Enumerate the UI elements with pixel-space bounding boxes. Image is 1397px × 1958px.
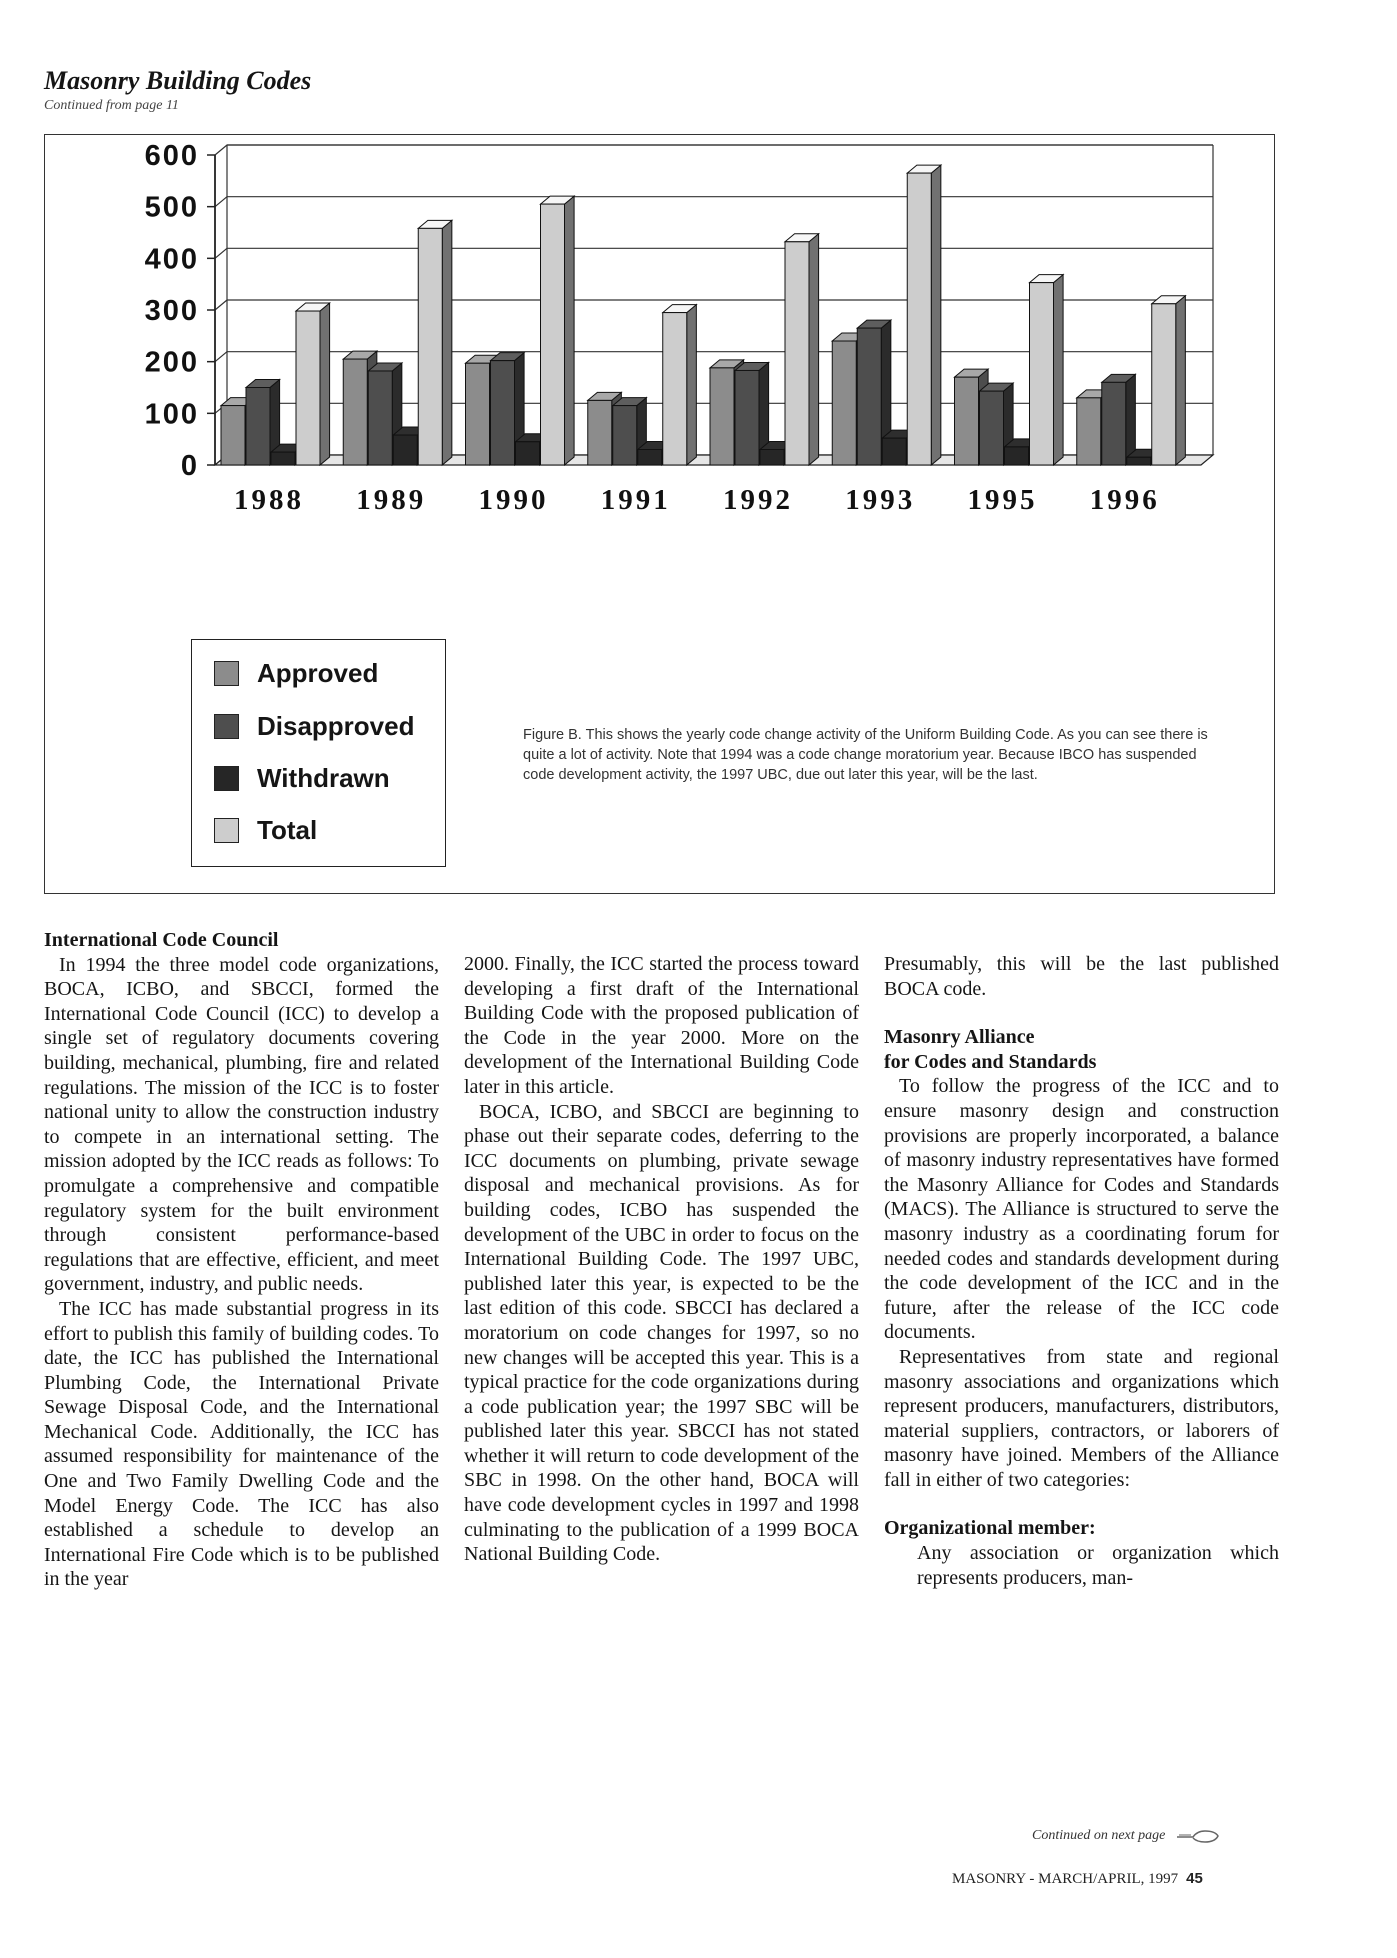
hand-pointer-icon xyxy=(1175,1826,1221,1846)
legend-label-withdrawn: Withdrawn xyxy=(257,762,390,793)
bar-side-1996-total xyxy=(1176,296,1186,465)
x-tick-label: 1990 xyxy=(478,484,549,516)
bar-1991-disapproved xyxy=(613,406,637,465)
bar-1996-withdrawn xyxy=(1127,457,1151,465)
continued-next-label: Continued on next page xyxy=(1032,1828,1166,1843)
bar-1990-withdrawn xyxy=(516,442,540,465)
bar-1995-withdrawn xyxy=(1005,447,1029,465)
bar-side-1990-total xyxy=(565,196,575,465)
column-1 xyxy=(44,928,439,1592)
legend-label-disapproved: Disapproved xyxy=(257,710,415,741)
legend-item-total xyxy=(214,815,317,845)
bar-1989-disapproved xyxy=(368,371,392,465)
y-tick-label: 400 xyxy=(144,243,199,276)
bar-1990-disapproved xyxy=(491,361,515,465)
bar-1993-disapproved xyxy=(857,328,881,465)
paragraph: In 1994 the three model code organizations, BOCA, ICBO, and SBCCI, formed the International Code Council (ICC) to develop a single set of regulatory documents covering building, mechanical, plumbing, fire and related regulations. The mission of the ICC is to foster national unity to allow the construction industry to compete in an international setting. The mission adopted by the ICC reads as follows: To promulgate a comprehensive and compatible regulatory system for the built environment through consistent performance-based regulations that are effective, efficient, and meet government, industry, and public needs. xyxy=(44,953,439,1296)
grid-line xyxy=(215,145,1213,155)
x-tick-label: 1992 xyxy=(723,484,793,516)
bar-1993-total xyxy=(907,173,931,465)
bar-side-1988-total xyxy=(320,303,330,465)
legend-swatch-withdrawn xyxy=(214,766,239,791)
bar-1995-total xyxy=(1030,283,1054,465)
figure-caption: Figure B. This shows the yearly code change activity of the Uniform Building Code. As you can see there is quite a lot of activity. Note that 1994 was a code change moratorium year. Because IBCO has suspended code development activity, the 1997 UBC, due out later this year, will be the last. xyxy=(523,727,1208,783)
paragraph: BOCA, ICBO, and SBCCI are beginning to phase out their separate codes, deferring to the ICC documents on plumbing, private sewage disposal and mechanical provisions. As for building codes, ICBO has suspended the development of the UBC in order to focus on the International Building Code. The 1997 UBC, published later this year, is expected to be the last edition of this code. SBCCI has declared a moratorium on code changes for 1997, so no new changes will be accepted this year. This is a typical practice for the code organizations during a code publication year; the 1997 SBC will be published later this year. SBCCI has not stated whether it will return to code development of the SBC in 1998. On the other hand, BOCA will have code development cycles in 1997 and 1998 culminating to the publication of a 1999 BOCA National Building Code. xyxy=(464,1100,859,1566)
bar-1988-disapproved xyxy=(246,388,270,466)
figure-b xyxy=(44,134,1275,894)
article-title: Masonry Building Codes xyxy=(44,66,312,95)
grid-line xyxy=(215,197,1213,207)
heading-masonry-alliance-line-2: for Codes and Standards xyxy=(884,1050,1097,1073)
y-tick-label: 0 xyxy=(180,450,199,482)
bar-1989-approved xyxy=(343,359,367,465)
x-tick-label: 1988 xyxy=(234,484,304,516)
legend-label-total: Total xyxy=(257,814,318,845)
bar-1992-approved xyxy=(710,368,734,465)
bar-1990-approved xyxy=(466,363,490,465)
bar-1995-disapproved xyxy=(980,391,1004,465)
x-tick-label: 1993 xyxy=(845,484,916,516)
bar-1993-approved xyxy=(832,341,856,465)
paragraph: Any association or organization which represents producers, man- xyxy=(917,1542,1279,1589)
legend-item-approved xyxy=(214,658,378,688)
bar-1989-withdrawn xyxy=(393,435,417,465)
bar-1992-withdrawn xyxy=(760,450,784,466)
bar-1991-total xyxy=(663,313,687,465)
bar-side-1993-total xyxy=(931,165,941,465)
bar-1996-disapproved xyxy=(1102,382,1126,465)
continued-from: Continued from page 11 xyxy=(44,98,179,113)
bar-1996-approved xyxy=(1077,398,1101,465)
paragraph: The ICC has made substantial progress in its effort to publish this family of building codes. To date, the ICC has published the International Plumbing Code, the International Private Sewage Disposal Code, and the International Mechanical Code. Additionally, the ICC has assumed responsibility for maintenance of the One and Two Family Dwelling Code and the Model Energy Code. The ICC has also established a schedule to develop an International Fire Code which is to be published in the year xyxy=(44,1297,439,1591)
bar-1988-withdrawn xyxy=(271,452,295,465)
legend-item-withdrawn xyxy=(214,763,390,793)
page-footer xyxy=(952,1870,1203,1888)
continued-on-next-page xyxy=(1032,1826,1221,1846)
bar-side-1992-total xyxy=(809,234,819,465)
legend-swatch-approved xyxy=(214,661,239,686)
bar-1991-approved xyxy=(588,400,612,465)
bar-1993-withdrawn xyxy=(882,438,906,465)
y-tick-label: 100 xyxy=(144,398,199,431)
bar-1988-total xyxy=(296,311,320,465)
x-tick-label: 1995 xyxy=(967,484,1038,516)
page-header xyxy=(44,66,311,114)
page-number: 45 xyxy=(1186,1870,1203,1887)
paragraph: Presumably, this will be the last published BOCA code. xyxy=(884,953,1279,1000)
x-tick-label: 1989 xyxy=(356,484,427,516)
paragraph: Representatives from state and regional masonry associations and organizations which represent producers, manufacturers, distributors, material suppliers, contractors, or laborers of masonry have joined. Members of the Alliance fall in either of two categories: xyxy=(884,1345,1279,1491)
bar-1992-total xyxy=(785,242,809,465)
magazine-name: MASONRY - MARCH/APRIL, 1997 xyxy=(952,1871,1179,1887)
y-tick-label: 500 xyxy=(144,191,199,224)
y-tick-label: 200 xyxy=(144,346,199,379)
column-2 xyxy=(464,952,859,1567)
paragraph: 2000. Finally, the ICC started the process toward developing a first draft of the International Building Code with the proposed publication of the Code in the year 2000. More on the development of the International Building Code later in this article. xyxy=(464,953,859,1098)
bar-1996-total xyxy=(1152,304,1176,465)
bar-1991-withdrawn xyxy=(638,450,662,466)
paragraph: To follow the progress of the ICC and to ensure masonry design and construction provisions are properly incorporated, a balance of masonry industry representatives have formed the Masonry Alliance for Codes and Standards (MACS). The Alliance is structured to serve the masonry industry as a coordinating forum for needed codes and standards development during the code development of the ICC and in the future, after the release of the ICC code documents. xyxy=(884,1075,1279,1344)
bar-side-1991-total xyxy=(687,305,697,465)
bar-side-1989-total xyxy=(442,220,452,465)
x-tick-label: 1991 xyxy=(600,484,671,516)
legend-label-approved: Approved xyxy=(257,657,379,688)
y-tick-label: 600 xyxy=(144,140,199,172)
x-tick-label: 1996 xyxy=(1089,484,1160,516)
column-3 xyxy=(884,952,1279,1590)
y-tick-label: 300 xyxy=(144,295,199,327)
bar-1988-approved xyxy=(221,406,245,465)
bar-side-1995-total xyxy=(1054,275,1064,465)
grid-line xyxy=(215,248,1213,258)
heading-organizational-member: Organizational member: xyxy=(884,1517,1096,1540)
bar-1990-total xyxy=(541,204,565,465)
heading-masonry-alliance-line-1: Masonry Alliance xyxy=(884,1026,1035,1049)
chart-legend xyxy=(191,639,446,867)
legend-swatch-disapproved xyxy=(214,714,239,739)
bar-1995-approved xyxy=(955,377,979,465)
legend-item-disapproved xyxy=(214,711,415,741)
heading-international-code-council: International Code Council xyxy=(44,929,279,951)
legend-swatch-total xyxy=(214,818,239,843)
bar-1989-total xyxy=(418,228,442,465)
bar-1992-disapproved xyxy=(735,370,759,465)
